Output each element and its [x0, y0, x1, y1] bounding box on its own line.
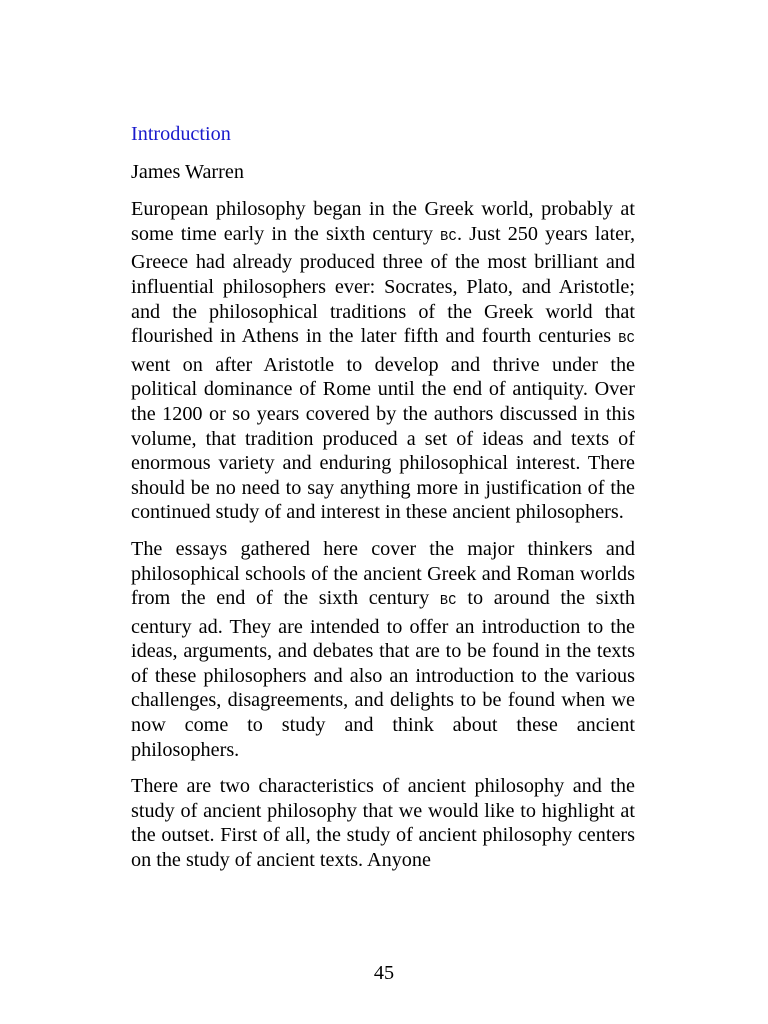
paragraph-text: There are two characteristics of ancient philosophy and the study of ancient philosophy that we would like to highlight at the outset. First of all, the study of ancient philosophy centers on the study of ancient texts. Anyone	[131, 775, 635, 872]
era-abbreviation: BC	[440, 229, 457, 245]
paragraph-text: went on after Aristotle to develop and thrive under the political dominance of Rome until the end of antiquity. Over the 1200 or so years covered by the authors discussed in this volume, that tradition produced a set of ideas and texts of enormous variety and enduring philosophical interest. There should be no need to say anything more in justification of the continued study of and interest in these ancient philosophers.	[131, 353, 635, 524]
page-body	[131, 122, 635, 885]
paragraph-1	[131, 197, 635, 525]
paragraph-3	[131, 774, 635, 872]
era-abbreviation: BC	[618, 332, 635, 348]
paragraph-text: European philosophy began in the Greek world, probably at some time early in the sixth century	[131, 198, 635, 245]
page-number: 45	[373, 962, 395, 984]
author-name: James Warren	[131, 160, 244, 183]
paragraph-text: The essays gathered here cover the major thinkers and philosophical schools of the ancient Greek and Roman worlds from the end of the sixth century	[131, 537, 635, 610]
chapter-heading: Introduction	[131, 123, 231, 145]
paragraph-2	[131, 537, 635, 762]
paragraph-text: . Just 250 years later, Greece had already produced three of the most brilliant and influential philosophers ever: Socrates, Plato, and Aristotle; and the philosophical traditions of the Greek world that flourished in Athens in the later fifth and fourth centuries	[131, 222, 636, 348]
paragraph-text: to around the sixth century ad. They are intended to offer an introduction to the ideas, arguments, and debates that are to be found in the texts of these philosophers and also an introduction to the various challenges, disagreements, and delights to be found when we now come to study and think about these ancient philosophers.	[131, 587, 635, 761]
era-abbreviation: BC	[439, 594, 457, 610]
